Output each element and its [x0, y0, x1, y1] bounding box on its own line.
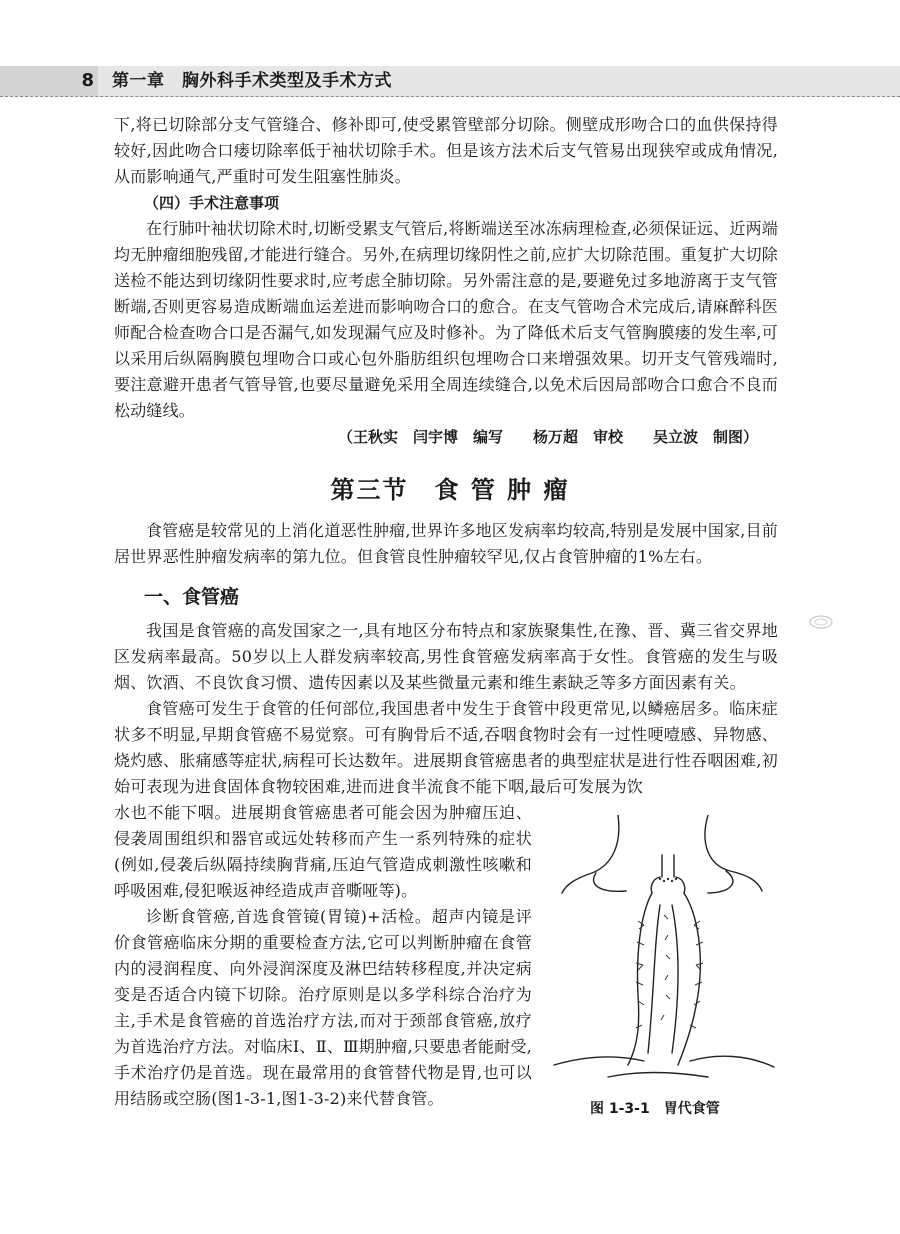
section-title: 第三节 食 管 肿 瘤 — [330, 476, 570, 504]
paragraph-symptoms-continued: 水也不能下咽。进展期食管癌患者可能会因为肿瘤压迫、侵袭周围组织和器官或远处转移而产生一系列特殊的症状(例如,侵袭后纵隔持续胸背痛,压迫气管造成刺激性咳嗽和呼吸困难,侵犯喉返神经造成声音嘶哑等)。 — [114, 803, 532, 900]
stomach-substitute-illustration — [548, 815, 778, 1085]
subsection-heading: （四）手术注意事项 — [144, 194, 280, 212]
part-heading: 一、食管癌 — [144, 586, 240, 608]
intro-paragraph: 下,将已切除部分支气管缝合、修补即可,使受累管壁部分切除。侧壁成形吻合口的血供保持得较好,因此吻合口瘘切除率低于袖状切除手术。但是该方法术后支气管易出现狭窄或成角情况,从而影响通气,严重时可发生阻塞性肺炎。 — [114, 115, 778, 186]
section-intro: 食管癌是较常见的上消化道恶性肿瘤,世界许多地区发病率均较高,特别是发展中国家,目前居世界恶性肿瘤发病率的第九位。但食管良性肿瘤较罕见,仅占食管肿瘤的1%左右。 — [114, 521, 778, 566]
subsection-paragraph: 在行肺叶袖状切除术时,切断受累支气管后,将断端送至冰冻病理检查,必须保证远、近两端均无肿瘤细胞残留,才能进行缝合。另外,在病理切缘阴性之前,应扩大切除范围。重复扩大切除送检不能达到切缘阴性要求时,应考虑全肺切除。另外需注意的是,要避免过多地游离于支气管断端,否则更容易造成断端血运差进而影响吻合口的愈合。在支气管吻合术完成后,请麻醉科医师配合检查吻合口是否漏气,如发现漏气应及时修补。为了降低术后支气管胸膜瘘的发生率,可以采用后纵隔胸膜包埋吻合口或心包外脂肪组织包埋吻合口来增强效果。切开支气管残端时,要注意避开患者气管导管,也要尽量避免采用全周连续缝合,以免术后因局部吻合口愈合不良而松动缝线。 — [114, 219, 778, 420]
paragraph-epidemiology: 我国是食管癌的高发国家之一,具有地区分布特点和家族聚集性,在豫、晋、冀三省交界地区发病率最高。50岁以上人群发病率较高,男性食管癌发病率高于女性。食管癌的发生与吸烟、饮酒、不良饮食习惯、遗传因素以及某些微量元素和维生素缺乏等多方面因素有关。 — [114, 621, 778, 692]
figure-caption: 图 1-3-1 胃代食管 — [590, 1101, 720, 1117]
circular-stamp-mark — [808, 614, 834, 630]
paragraph-diagnosis: 诊断食管癌,首选食管镜(胃镜)+活检。超声内镜是评价食管癌临床分期的重要检查方法,它可以判断肿瘤在食管内的浸润程度、向外浸润深度及淋巴结转移程度,并决定病变是否适合内镜下切除。治疗原则是以多学科综合治疗为主,手术是食管癌的首选治疗方法,而对于颈部食管癌,放疗为首选治疗方法。对临床Ⅰ、Ⅱ、Ⅲ期肿瘤,只要患者能耐受,手术治疗仍是首选。现在最常用的食管替代物是胃,也可以用结肠或空肠(图1-3-1,图1-3-2)来代替食管。 — [114, 907, 532, 1108]
upper-text-block — [114, 112, 778, 450]
author-credits: （王秋实 闫宇博 编写 杨万超 审校 吴立波 制图） — [337, 428, 758, 446]
page-number: 8 — [0, 66, 98, 96]
running-header — [0, 66, 900, 97]
chapter-title: 第一章 胸外科手术类型及手术方式 — [112, 71, 392, 91]
paragraph-symptoms: 食管癌可发生于食管的任何部位,我国患者中发生于食管中段更常见,以鳞癌居多。临床症状多不明显,早期食管癌不易觉察。可有胸骨后不适,吞咽食物时会有一过性哽噎感、异物感、烧灼感、胀痛感等症状,病程可长达数年。进展期食管癌患者的典型症状是进行性吞咽困难,初始可表现为进食固体食物较困难,进而进食半流食不能下咽,最后可发展为饮 — [114, 699, 778, 796]
